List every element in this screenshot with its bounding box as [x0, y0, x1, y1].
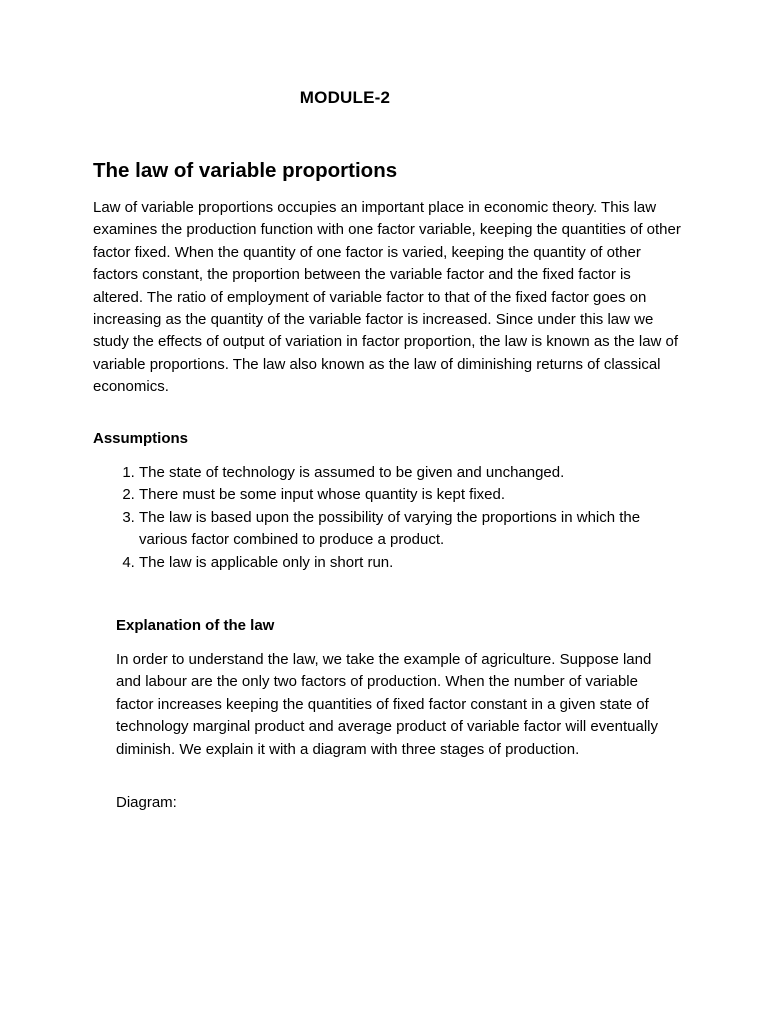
assumption-item: 4. The law is applicable only in short run.	[139, 552, 683, 574]
assumptions-heading: Assumptions	[93, 430, 189, 447]
diagram-label: Diagram:	[116, 794, 177, 811]
explanation-paragraph: In order to understand the law, we take the example of agriculture. Suppose land and labour are the only two factors of production. When the number of variable factor increases keeping the quantities of fixed factor constant in a given state of technology marginal product and average product of variable factor will eventually diminish. We explain it with a diagram with three stages of production.	[116, 651, 658, 758]
section-title: The law of variable proportions	[93, 159, 398, 182]
intro-section	[93, 197, 683, 399]
intro-paragraph: Law of variable proportions occupies an important place in economic theory. This law examines the production function with one factor variable, keeping the quantities of other factor fixed. When the quantity of one factor is varied, keeping the quantity of other factors constant, the proportion between the variable factor and the fixed factor is altered. The ratio of employment of variable factor to that of the fixed factor goes on increasing as the quantity of the variable factor is increased. Since under this law we study the effects of output of variation in factor proportion, the law is known as the law of variable proportions. The law also known as the law of diminishing returns of classical economics.	[93, 199, 681, 396]
assumption-item: 1. The state of technology is assumed to be given and unchanged.	[139, 462, 683, 484]
assumption-item: 2. There must be some input whose quantity is kept fixed.	[139, 484, 683, 506]
assumption-item: 3. The law is based upon the possibility of varying the proportions in which the various factor combined to produce a product.	[139, 507, 683, 552]
explanation-heading: Explanation of the law	[116, 617, 275, 634]
explanation-section	[116, 649, 676, 761]
module-title: MODULE-2	[299, 88, 391, 107]
assumptions-list	[93, 462, 683, 574]
